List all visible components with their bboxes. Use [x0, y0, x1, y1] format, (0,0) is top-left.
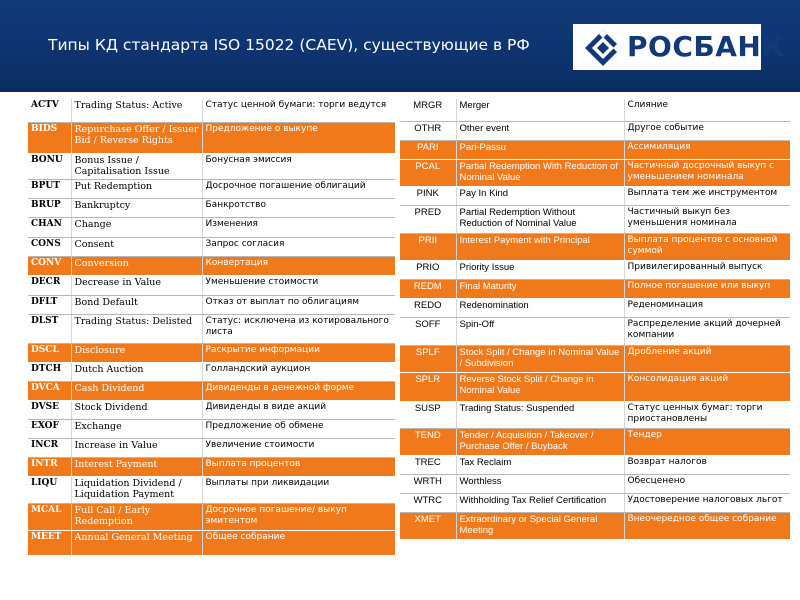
event-name-ru: Голландский аукцион — [202, 362, 395, 381]
event-name-en: Stock Split / Change in Nominal Value / Subdivision — [456, 345, 624, 372]
event-name-en: Repurchase Offer / Issuer Bid / Reverse Rights — [71, 122, 202, 153]
event-name-en: Worthless — [456, 474, 624, 493]
event-code: BRUP — [28, 198, 71, 217]
event-name-ru: Запрос согласия — [202, 237, 395, 256]
event-code: INTR — [28, 457, 71, 476]
event-code: DECR — [28, 275, 71, 295]
event-name-en: Exchange — [71, 419, 202, 438]
event-name-ru: Тендер — [624, 428, 790, 455]
event-code: PARI — [400, 140, 456, 159]
event-name-ru: Выплаты при ликвидации — [202, 476, 395, 503]
event-code: WTRC — [400, 493, 456, 512]
event-name-en: Extraordinary or Special General Meeting — [456, 512, 624, 539]
event-name-ru: Бонусная эмиссия — [202, 153, 395, 179]
event-name-en: Decrease in Value — [71, 275, 202, 295]
table-row — [400, 279, 790, 298]
event-name-en: Change — [71, 217, 202, 237]
event-name-ru: Дивиденды в денежной форме — [202, 381, 395, 400]
table-row — [28, 457, 395, 476]
event-name-ru: Статус ценной бумаги: торги ведутся — [202, 99, 395, 122]
table-row — [400, 298, 790, 317]
event-code: REDO — [400, 298, 456, 317]
table-row — [28, 122, 395, 153]
event-name-ru: Досрочное погашение облигаций — [202, 179, 395, 198]
table-row — [28, 275, 395, 295]
table-row — [28, 237, 395, 256]
rosbank-emblem-icon — [583, 28, 623, 68]
table-row — [28, 198, 395, 217]
slide-title: Типы КД стандарта ISO 15022 (CAEV), существующие в РФ — [48, 36, 530, 54]
event-name-en: Bond Default — [71, 295, 202, 314]
event-code: EXOF — [28, 419, 71, 438]
event-name-ru: Выплата тем же инструментом — [624, 186, 790, 205]
event-name-en: Disclosure — [71, 343, 202, 362]
table-row — [400, 121, 790, 140]
event-name-en: Interest Payment — [71, 457, 202, 476]
table-row — [400, 345, 790, 372]
event-name-ru: Реденоминация — [624, 298, 790, 317]
event-name-en: Cash Dividend — [71, 381, 202, 400]
event-name-ru: Статус: исключена из котировального листа — [202, 314, 395, 343]
left-caev-table — [28, 99, 395, 556]
event-code: XMET — [400, 512, 456, 539]
event-name-en: Reverse Stock Split / Change in Nominal Value — [456, 372, 624, 401]
event-name-en: Pay In Kind — [456, 186, 624, 205]
table-row — [28, 419, 395, 438]
event-name-ru: Удостоверение налоговых льгот — [624, 493, 790, 512]
event-code: ACTV — [28, 99, 71, 122]
table-row — [400, 401, 790, 428]
event-name-ru: Распределение акций дочерней компании — [624, 317, 790, 345]
event-name-ru: Выплата процентов — [202, 457, 395, 476]
event-name-en: Redenomination — [456, 298, 624, 317]
table-row — [400, 493, 790, 512]
event-name-ru: Внеочередное общее собрание — [624, 512, 790, 539]
event-code: DVCA — [28, 381, 71, 400]
event-name-en: Tender / Acquisition / Takeover / Purchase Offer / Buyback — [456, 428, 624, 455]
table-row — [400, 205, 790, 233]
event-code: MCAL — [28, 503, 71, 530]
event-name-ru: Обесценено — [624, 474, 790, 493]
event-code: SPLF — [400, 345, 456, 372]
event-name-en: Liquidation Dividend / Liquidation Payment — [71, 476, 202, 503]
table-row — [28, 530, 395, 555]
table-row — [28, 295, 395, 314]
table-row — [400, 428, 790, 455]
logo-wordmark: РОСБАНК — [627, 30, 785, 63]
event-name-ru: Изменения — [202, 217, 395, 237]
event-code: PCAL — [400, 159, 456, 186]
event-name-ru: Полное погашение или выкуп — [624, 279, 790, 298]
event-code: PRII — [400, 233, 456, 260]
table-row — [28, 314, 395, 343]
table-row — [400, 260, 790, 279]
table-row — [400, 372, 790, 401]
event-code: BIDS — [28, 122, 71, 153]
event-name-en: Conversion — [71, 256, 202, 275]
event-name-ru: Дробление акций — [624, 345, 790, 372]
right-caev-table — [400, 99, 790, 540]
event-name-ru: Выплата процентов с основной суммой — [624, 233, 790, 260]
event-name-en: Spin-Off — [456, 317, 624, 345]
event-code: DVSE — [28, 400, 71, 419]
table-row — [400, 99, 790, 121]
event-name-ru: Общее собрание — [202, 530, 395, 555]
event-code: SUSP — [400, 401, 456, 428]
event-name-en: Consent — [71, 237, 202, 256]
table-row — [28, 153, 395, 179]
event-name-ru: Возврат налогов — [624, 455, 790, 474]
event-name-ru: Конвертация — [202, 256, 395, 275]
table-row — [28, 256, 395, 275]
event-code: TEND — [400, 428, 456, 455]
event-name-en: Bankruptcy — [71, 198, 202, 217]
event-code: SOFF — [400, 317, 456, 345]
event-name-en: Full Call / Early Redemption — [71, 503, 202, 530]
event-code: REDM — [400, 279, 456, 298]
table-row — [400, 186, 790, 205]
table-row — [28, 438, 395, 457]
event-name-en: Partial Redemption Without Reduction of Nominal Value — [456, 205, 624, 233]
event-name-en: Stock Dividend — [71, 400, 202, 419]
event-name-en: Increase in Value — [71, 438, 202, 457]
event-name-en: Tax Reclaim — [456, 455, 624, 474]
event-code: INCR — [28, 438, 71, 457]
rosbank-logo — [573, 24, 785, 70]
event-name-ru: Слияние — [624, 99, 790, 121]
event-name-ru: Дивиденды в виде акций — [202, 400, 395, 419]
table-row — [400, 317, 790, 345]
event-name-en: Annual General Meeting — [71, 530, 202, 555]
table-row — [28, 179, 395, 198]
event-name-ru: Статус ценных бумаг: торги приостановлены — [624, 401, 790, 428]
event-code: TREC — [400, 455, 456, 474]
table-row — [400, 512, 790, 539]
table-row — [400, 233, 790, 260]
table-row — [28, 400, 395, 419]
event-name-ru: Предложение об обмене — [202, 419, 395, 438]
event-name-en: Interest Payment with Principal — [456, 233, 624, 260]
event-name-ru: Привилегированный выпуск — [624, 260, 790, 279]
table-row — [28, 362, 395, 381]
event-name-ru: Отказ от выплат по облигациям — [202, 295, 395, 314]
event-code: WRTH — [400, 474, 456, 493]
event-name-ru: Предложение о выкупе — [202, 122, 395, 153]
table-row — [28, 503, 395, 530]
event-name-en: Partial Redemption With Reduction of Nominal Value — [456, 159, 624, 186]
event-name-en: Put Redemption — [71, 179, 202, 198]
table-row — [28, 217, 395, 237]
event-name-en: Priority Issue — [456, 260, 624, 279]
event-name-en: Bonus Issue / Capitalisation Issue — [71, 153, 202, 179]
event-code: MEET — [28, 530, 71, 555]
event-name-en: Pari-Passu — [456, 140, 624, 159]
event-name-ru: Частичный досрочный выкуп с уменьшением номинала — [624, 159, 790, 186]
event-code: PINK — [400, 186, 456, 205]
event-name-en: Merger — [456, 99, 624, 121]
event-name-en: Dutch Auction — [71, 362, 202, 381]
event-code: LIQU — [28, 476, 71, 503]
event-name-ru: Досрочное погашение/ выкуп эмитентом — [202, 503, 395, 530]
event-name-en: Trading Status: Active — [71, 99, 202, 122]
table-row — [400, 474, 790, 493]
event-code: CONS — [28, 237, 71, 256]
event-code: MRGR — [400, 99, 456, 121]
event-code: OTHR — [400, 121, 456, 140]
event-code: CHAN — [28, 217, 71, 237]
table-row — [28, 476, 395, 503]
event-name-ru: Раскрытие информации — [202, 343, 395, 362]
event-name-ru: Ассимиляция — [624, 140, 790, 159]
event-code: DSCL — [28, 343, 71, 362]
event-code: PRED — [400, 205, 456, 233]
slide-header — [0, 0, 800, 92]
event-code: CONV — [28, 256, 71, 275]
event-code: DLST — [28, 314, 71, 343]
event-name-en: Final Maturity — [456, 279, 624, 298]
event-code: SPLR — [400, 372, 456, 401]
event-name-en: Trading Status: Suspended — [456, 401, 624, 428]
table-row — [28, 343, 395, 362]
table-row — [400, 140, 790, 159]
table-row — [28, 381, 395, 400]
event-code: DFLT — [28, 295, 71, 314]
event-name-ru: Частичный выкуп без уменьшения номинала — [624, 205, 790, 233]
event-name-ru: Другое событие — [624, 121, 790, 140]
left-table-body — [28, 99, 395, 555]
table-row — [400, 159, 790, 186]
event-name-ru: Консолидация акций — [624, 372, 790, 401]
event-code: DTCH — [28, 362, 71, 381]
event-name-en: Other event — [456, 121, 624, 140]
event-code: PRIO — [400, 260, 456, 279]
table-row — [400, 455, 790, 474]
event-code: BPUT — [28, 179, 71, 198]
event-name-ru: Увеличение стоимости — [202, 438, 395, 457]
event-name-en: Trading Status: Delisted — [71, 314, 202, 343]
right-table-body — [400, 99, 790, 539]
event-name-en: Withholding Tax Relief Certification — [456, 493, 624, 512]
event-name-ru: Банкротство — [202, 198, 395, 217]
table-row — [28, 99, 395, 122]
event-name-ru: Уменьшение стоимости — [202, 275, 395, 295]
event-code: BONU — [28, 153, 71, 179]
